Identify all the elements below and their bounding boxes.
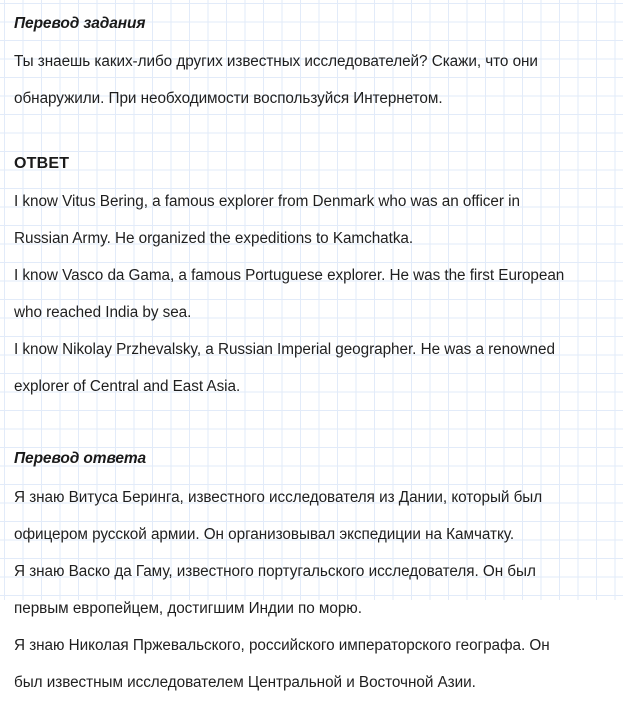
section-answer-translation: [14, 445, 615, 701]
spacer: [14, 117, 615, 150]
answer-translation-line: Я знаю Николая Пржевальского, российского императорского географа. Он: [14, 637, 550, 654]
answer-line: who reached India by sea.: [14, 304, 192, 321]
answer-translation-line: Я знаю Витуса Беринга, известного исследователя из Дании, который был: [14, 489, 543, 506]
section-answer: [14, 150, 615, 405]
answer-line: explorer of Central and East Asia.: [14, 378, 241, 395]
answer-line: I know Vitus Bering, a famous explorer from Denmark who was an officer in: [14, 193, 520, 210]
answer-line: I know Vasco da Gama, a famous Portuguese explorer. He was the first European: [14, 267, 565, 284]
answer-line: Russian Army. He organized the expeditions to Kamchatka.: [14, 230, 414, 247]
task-translation-line: Ты знаешь каких-либо других известных исследователей? Скажи, что они: [14, 53, 538, 70]
section-task-translation: [14, 10, 615, 117]
task-translation-line: обнаружили. При необходимости воспользуйся Интернетом.: [14, 90, 443, 107]
answer-translation-line: офицером русской армии. Он организовывал экспедиции на Камчатку.: [14, 526, 515, 543]
task-translation-heading: Перевод задания: [14, 15, 146, 32]
answer-translation-heading: Перевод ответа: [14, 450, 147, 467]
answer-translation-line: первым европейцем, достигшим Индии по морю.: [14, 600, 362, 617]
answer-heading: ОТВЕТ: [14, 155, 70, 172]
answer-translation-line: был известным исследователем Центральной и Восточной Азии.: [14, 674, 476, 691]
answer-translation-line: Я знаю Васко да Гаму, известного португальского исследователя. Он был: [14, 563, 536, 580]
answer-line: I know Nikolay Przhevalsky, a Russian Imperial geographer. He was a renowned: [14, 341, 555, 358]
spacer: [14, 405, 615, 445]
